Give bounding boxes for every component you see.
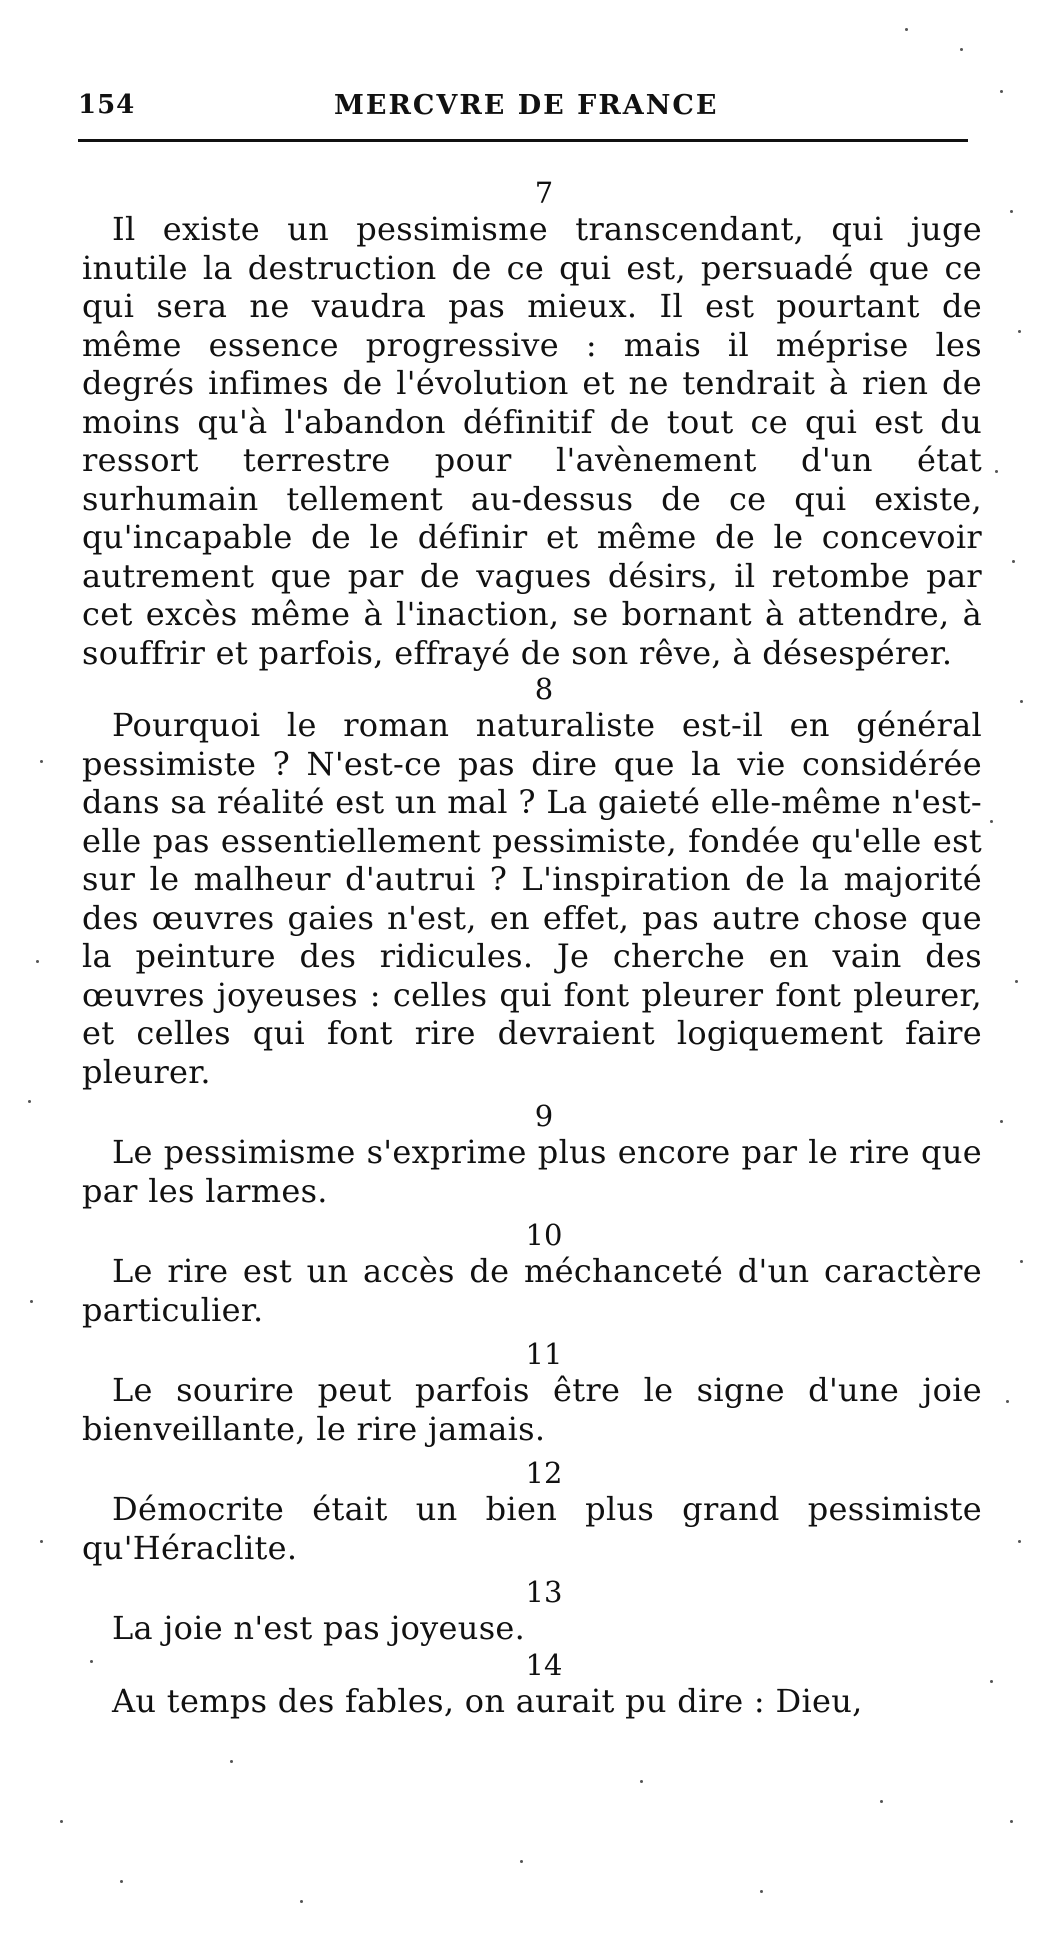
speck (905, 28, 908, 31)
section-paragraph: Le pessimisme s'exprime plus encore par le rire que par les larmes. (82, 1133, 982, 1210)
spacer (82, 1567, 982, 1575)
section-number: 13 (525, 1575, 563, 1609)
spacer (82, 1091, 982, 1099)
speck (40, 760, 43, 763)
section-number: 9 (534, 1099, 554, 1133)
speck (1015, 980, 1018, 983)
aphorism-14 (82, 1648, 982, 1721)
section-number: 12 (525, 1456, 563, 1490)
speck (760, 1890, 763, 1893)
aphorism-8 (82, 672, 982, 1091)
section-paragraph: Démocrite était un bien plus grand pessimiste qu'Héraclite. (82, 1490, 982, 1567)
speck (60, 1820, 63, 1823)
speck (1006, 1400, 1009, 1403)
speck (1020, 1260, 1023, 1263)
section-paragraph: La joie n'est pas joyeuse. (112, 1609, 526, 1647)
speck (40, 1540, 43, 1543)
speck (520, 1860, 523, 1863)
speck (1000, 90, 1003, 93)
aphorism-11 (82, 1337, 982, 1448)
speck (1010, 1820, 1013, 1823)
section-paragraph: Pourquoi le roman naturaliste est-il en général pessimiste ? N'est-ce pas dire que la vie considérée dans sa réalité est un mal ? La gaieté elle-même n'est-elle pas essentiellement pessimiste, fondée qu'elle est sur le malheur d'autrui ? L'inspiration de la majorité des œuvres gaies n'est, en effet, pas autre chose que la peinture des ridicules. Je cherche en vain des œuvres joyeuses : celles qui font pleurer font pleurer, et celles qui font rire devraient logiquement faire pleurer. (82, 706, 982, 1091)
spacer (82, 1329, 982, 1337)
speck (1000, 1120, 1003, 1123)
section-paragraph: Il existe un pessimisme transcendant, qui juge inutile la destruction de ce qui est, persuadé que ce qui sera ne vaudra pas mieux. Il est pourtant de même essence progressive : mais il méprise les degrés infimes de l'évolution et ne tendrait à rien de moins qu'à l'abandon définitif de tout ce qui est du ressort terrestre pour l'avènement d'un état surhumain tellement au-dessus de ce qui existe, qu'incapable de le définir et même de le concevoir autrement que par de vagues désirs, il retombe par cet excès même à l'inaction, se bornant à attendre, à souffrir et parfois, effrayé de son rêve, à désespérer. (82, 210, 982, 672)
speck (1012, 560, 1015, 563)
speck (1010, 210, 1013, 213)
section-paragraph: Le sourire peut parfois être le signe d'une joie bienveillante, le rire jamais. (82, 1371, 982, 1448)
speck (1018, 1540, 1021, 1543)
speck (960, 48, 963, 51)
spacer (82, 1448, 982, 1456)
aphorism-7 (82, 176, 982, 672)
speck (120, 1880, 123, 1883)
speck (990, 820, 993, 823)
speck (1018, 330, 1021, 333)
page-number: 154 (78, 90, 136, 120)
page-header (78, 84, 968, 124)
running-title: MERCVRE DE FRANCE (334, 90, 719, 121)
section-paragraph: Au temps des fables, on aurait pu dire : Dieu, (112, 1681, 863, 1720)
speck (36, 960, 39, 963)
speck (28, 1100, 31, 1103)
speck (990, 1680, 993, 1683)
aphorism-12 (82, 1456, 982, 1567)
speck (640, 1780, 643, 1783)
speck (230, 1760, 233, 1763)
speck (30, 1300, 33, 1303)
speck (1020, 700, 1023, 703)
section-number: 7 (534, 176, 554, 210)
page-body (82, 176, 982, 1720)
section-number: 8 (534, 672, 554, 706)
header-rule (78, 139, 968, 142)
section-number: 10 (525, 1218, 563, 1252)
section-number: 14 (525, 1647, 563, 1682)
aphorism-13 (82, 1575, 982, 1648)
spacer (82, 1210, 982, 1218)
section-number: 11 (525, 1337, 563, 1371)
aphorism-10 (82, 1218, 982, 1329)
section-paragraph: Le rire est un accès de méchanceté d'un caractère particulier. (82, 1252, 982, 1329)
speck (880, 1800, 883, 1803)
speck (300, 1900, 303, 1903)
speck (995, 470, 998, 473)
speck (90, 1660, 93, 1663)
aphorism-9 (82, 1099, 982, 1210)
